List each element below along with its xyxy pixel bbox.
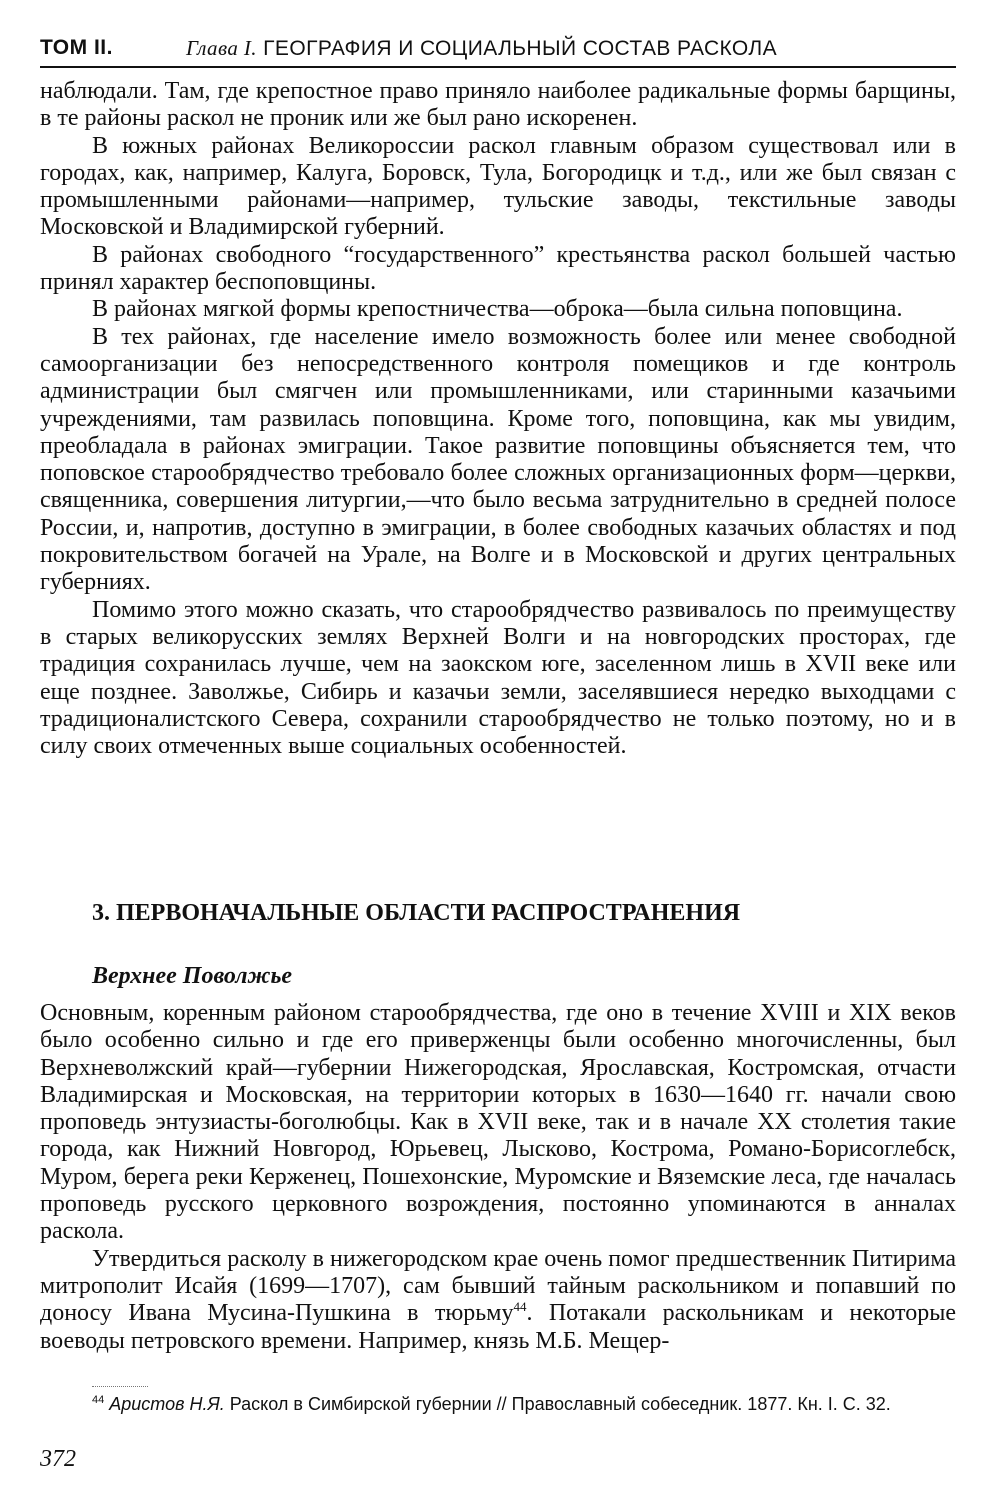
paragraph: Основным, коренным районом старообрядчества, где оно в течение XVIII и XIX веков было особенно сильно и где его приверженцы были особенно многочисленны, был Верхневолжский край—губернии Нижегородская, Ярославская, Костромская, отчасти Владимирская и Московская, на территории которых в 1630—1640 гг. начали свою проповедь энтузиасты-боголюбцы. Как в XVII веке, так и в начале XX столетия такие города, как Нижний Новгород, Юрьевец, Лысково, Кострома, Романо-Борисоглебск, Муром, берега реки Керженец, Пошехонские, Муромские и Вяземские леса, где началась проповедь русского церковного возрождения, постоянно упоминаются в анналах раскола. xyxy=(40,1000,956,1245)
paragraph: В районах мягкой формы крепостничества—оброка—была сильна поповщина. xyxy=(92,296,903,323)
volume-label: ТОМ II. xyxy=(40,36,113,59)
chapter-title xyxy=(186,36,777,61)
footnote-divider xyxy=(92,1386,148,1387)
page-number: 372 xyxy=(40,1446,76,1472)
paragraph-text: Утвердиться расколу в нижегородском крае очень помог предшественник Питирима митрополит Исайя (1699—1707), сам бывший тайным раскольником и попавший по доносу Ивана Мусина-Пушкина в тюрьму xyxy=(40,1245,956,1327)
section-text xyxy=(40,1000,956,1355)
paragraph: Помимо этого можно сказать, что старообрядчество развивалось по преимуществу в старых великорусских землях Верхней Волги и на новгородских просторах, где традиция сохранилась лучше, чем на заокском юге, заселенном лишь в XVII веке или еще позднее. Заволжье, Сибирь и казачьи земли, заселявшиеся нередко выходцами с традиционалистского Севера, сохранили старообрядчество не только поэтому, но и в силу своих отмеченных выше социальных особенностей. xyxy=(40,596,956,760)
paragraph xyxy=(40,1246,956,1355)
section-subheading: Верхнее Поволжье xyxy=(92,963,293,989)
chapter-prefix: Глава I. xyxy=(186,36,257,60)
running-header xyxy=(40,34,956,68)
paragraph: наблюдали. Там, где крепостное право приняло наиболее радикальные формы барщины, в те районы раскол не проник или же был рано искоренен. xyxy=(40,78,956,132)
footnote-number: 44 xyxy=(92,1394,105,1406)
paragraph-text: . Потакали раскольникам и некоторые воеводы петровского времени. Например, князь М.Б. Мещер- xyxy=(40,1300,956,1354)
paragraph: В южных районах Великороссии раскол главным образом существовал или в городах, как, например, Калуга, Боровск, Тула, Богородицк и т.д., или же был связан с промышленными районами—например, тульские заводы, текстильные заводы Московской и Владимирской губерний. xyxy=(40,132,956,241)
footnote-text: Раскол в Симбирской губернии // Православный собеседник. 1877. Кн. I. С. 32. xyxy=(224,1394,891,1414)
footnote-reference[interactable]: 44 xyxy=(513,1299,527,1315)
footnote xyxy=(92,1394,891,1415)
section-heading: 3. ПЕРВОНАЧАЛЬНЫЕ ОБЛАСТИ РАСПРОСТРАНЕНИЯ xyxy=(92,900,741,926)
paragraph: В районах свободного “государственного” крестьянства раскол большей частью принял характер беспоповщины. xyxy=(40,241,956,296)
main-text xyxy=(40,78,956,760)
paragraph: В тех районах, где население имело возможность более или менее свободной самоорганизации без непосредственного контроля помещиков и где контроль администрации был смягчен или промышленниками, или старинными казачьими учреждениями, там развилась поповщина. Кроме того, поповщина, как мы увидим, преобладала в районах эмиграции. Такое развитие поповщины объясняется тем, что поповское старообрядчество требовало более сложных организационных форм—церкви, священника, совершения литургии,—что было весьма затруднительно в средней полосе России, и, напротив, доступно в эмиграции, в более свободных казачьих областях и под покровительством богачей на Урале, на Волге и в Московской и других центральных губерниях. xyxy=(40,323,956,596)
footnote-author: Аристов Н.Я. xyxy=(109,1394,225,1414)
chapter-name: ГЕОГРАФИЯ И СОЦИАЛЬНЫЙ СОСТАВ РАСКОЛА xyxy=(256,37,778,60)
